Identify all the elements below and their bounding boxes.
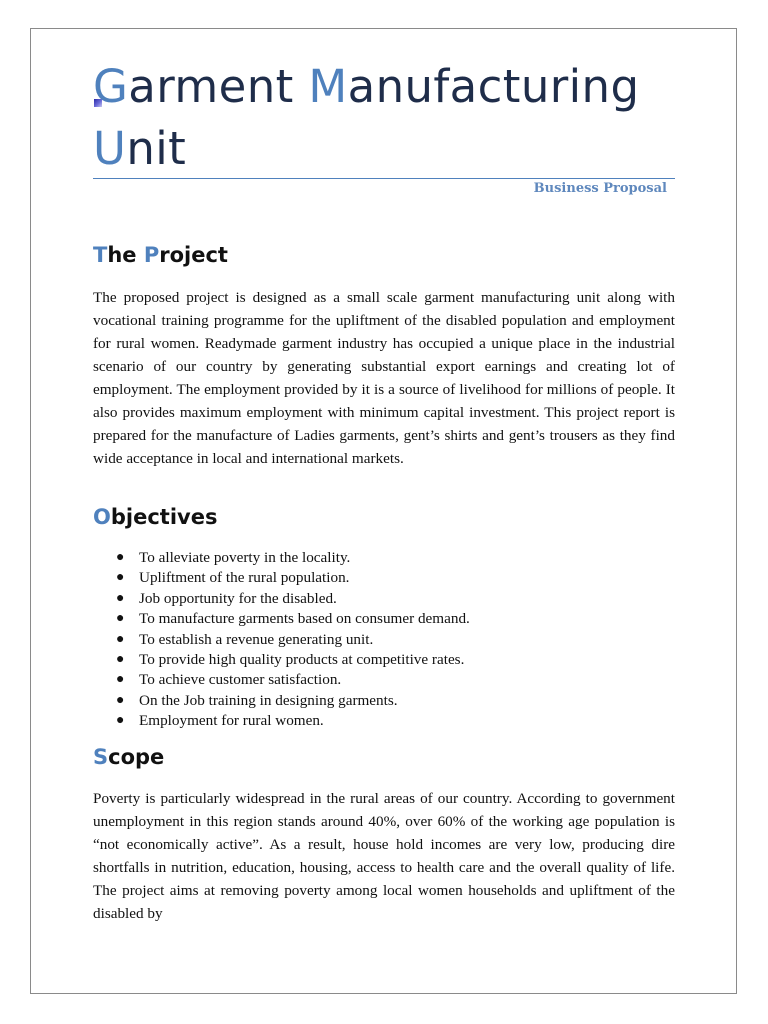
- title-word-garment: arment: [128, 60, 309, 113]
- list-item: ● Upliftment of the rural population.: [93, 568, 675, 588]
- bullet-icon: ●: [116, 570, 125, 586]
- list-item: ● To establish a revenue generating unit.: [93, 630, 675, 650]
- project-paragraph: The proposed project is designed as a small scale garment manufacturing unit along with vocational training programme for the upliftment of the disabled population and employment for rural women. Readymade garment industry has occupied a unique place in the industrial scenario of our country by generating substantial export earnings and creating lot of employment. The employment provided by it is a source of livelihood for millions of people. It also provides maximum employment with minimum capital investment. This project report is prepared for the manufacture of Ladies garments, gent’s shirts and gent’s trousers as they find wide acceptance in local and international markets.: [93, 289, 675, 467]
- list-item: ● To manufacture garments based on consumer demand.: [93, 609, 675, 629]
- title-initial-u: U: [93, 122, 127, 175]
- bullet-icon: ●: [116, 550, 125, 565]
- heading-initial-o: O: [93, 505, 111, 529]
- bullet-icon: ●: [116, 631, 125, 647]
- document-title: [93, 56, 675, 180]
- bullet-icon: ●: [116, 672, 125, 688]
- list-item: ● Job opportunity for the disabled.: [93, 589, 675, 609]
- heading-word-the: he: [107, 243, 144, 267]
- heading-the-project: [93, 243, 228, 267]
- list-item: ● To provide high quality products at competitive rates.: [93, 650, 675, 670]
- list-item: ● To alleviate poverty in the locality.: [93, 548, 675, 568]
- title-block: [93, 56, 675, 180]
- objectives-list: [93, 548, 675, 732]
- list-item: ● To achieve customer satisfaction.: [93, 670, 675, 690]
- heading-initial-p: P: [143, 243, 160, 267]
- heading-initial-s: S: [93, 745, 109, 769]
- bullet-icon: ●: [116, 590, 125, 606]
- heading-scope: [93, 745, 164, 769]
- bullet-icon: ●: [116, 652, 125, 668]
- title-divider: [93, 178, 675, 179]
- title-word-manufacturing: anufacturing: [347, 60, 640, 113]
- document-subtitle: Business Proposal: [533, 181, 667, 196]
- title-initial-m: M: [308, 60, 348, 113]
- scope-paragraph: Poverty is particularly widespread in the rural areas of our country. According to government unemployment in this region stands around 40%, over 60% of the working age population is “not economically active”. As a result, house hold incomes are very low, producing dire shortfalls in nutrition, education, housing, access to health care and the overall quality of life. The project aims at removing poverty among local women households and upliftment of the disabled by: [93, 790, 675, 922]
- list-item: ● Employment for rural women.: [93, 711, 675, 731]
- heading-objectives: [93, 505, 217, 529]
- bullet-icon: ●: [116, 692, 125, 708]
- heading-initial-t: T: [93, 243, 108, 267]
- heading-word-objectives: bjectives: [110, 505, 218, 529]
- bullet-icon: ●: [116, 713, 125, 729]
- heading-word-scope: cope: [108, 745, 165, 769]
- bullet-icon: ●: [116, 611, 125, 627]
- heading-word-project: roject: [159, 243, 228, 267]
- list-item: ● On the Job training in designing garments.: [93, 691, 675, 711]
- title-initial-g: G: [93, 60, 129, 113]
- title-word-unit: nit: [126, 122, 187, 175]
